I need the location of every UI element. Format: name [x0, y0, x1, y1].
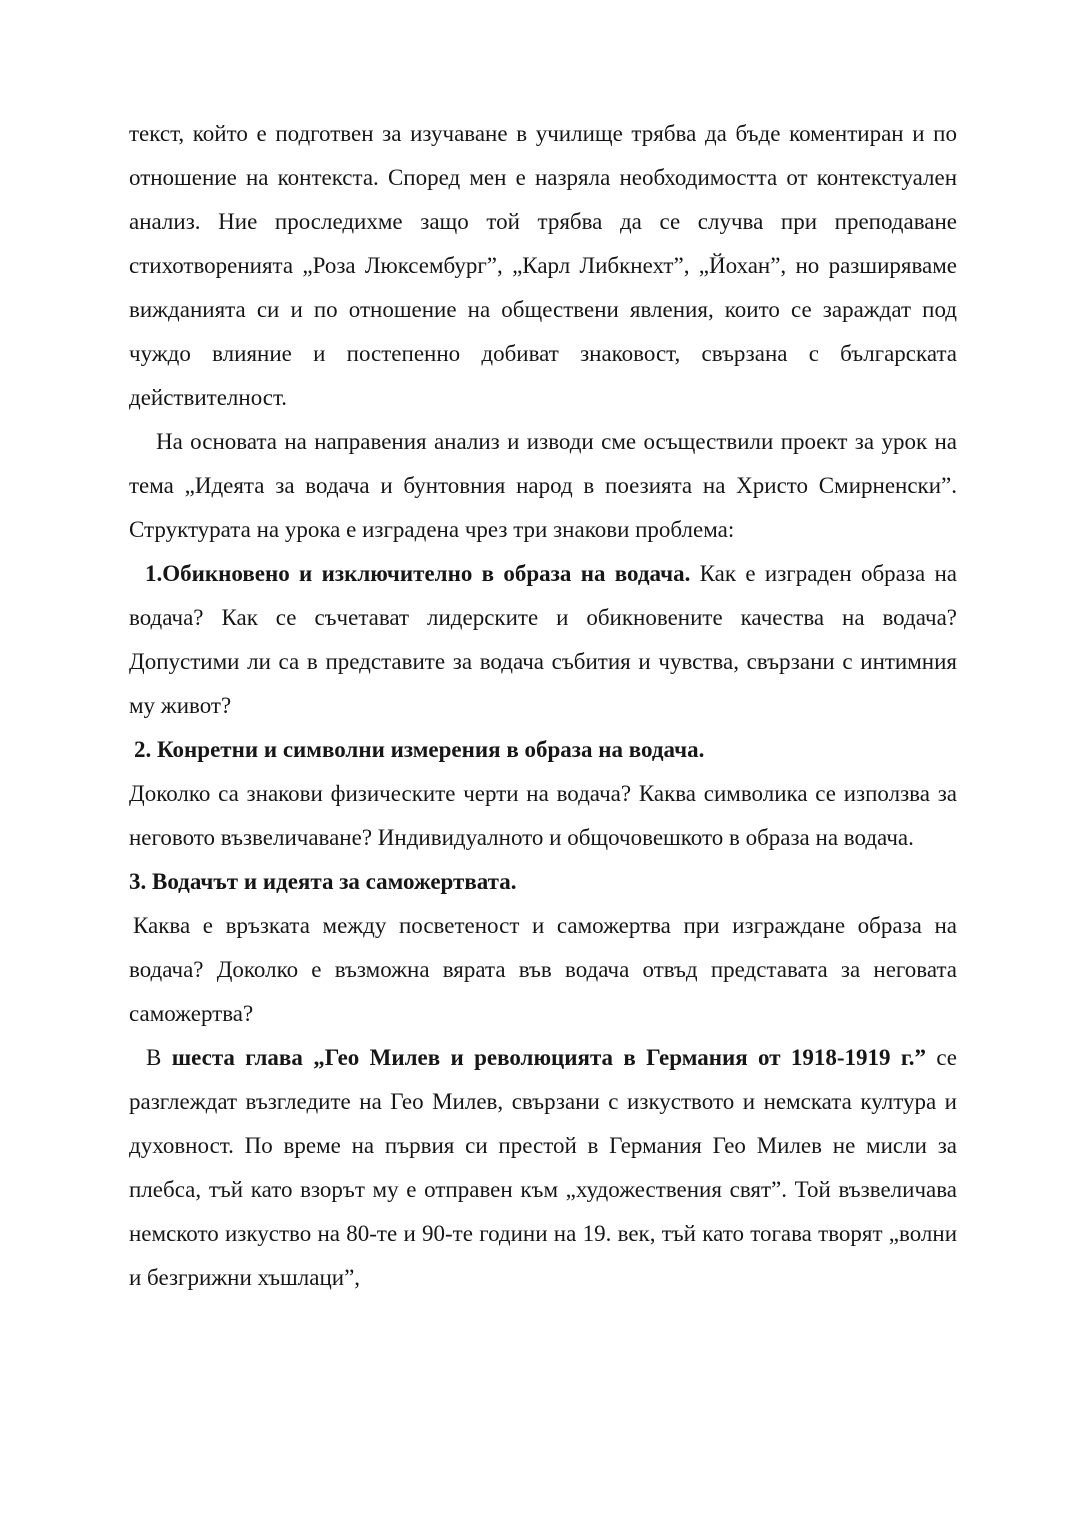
- text-run: Каква е връзката между посветеност и саможертва при изграждане образа на водача? Доколко е възможна вярата във водача отвъд представата за неговата саможертва?: [129, 913, 957, 1026]
- text-run: В: [146, 1045, 172, 1070]
- paragraph-problem-2-heading: [129, 728, 957, 772]
- paragraph-problem-2-body: [129, 772, 957, 860]
- paragraph-continuation: [129, 112, 957, 420]
- paragraph-problem-3-body: [129, 904, 957, 1036]
- text-run: Доколко са знакови физическите черти на водача? Каква символика се използва за неговото възвеличаване? Индивидуалното и общочовешкото в образа на водача.: [129, 781, 957, 850]
- paragraph-chapter-six: [129, 1036, 957, 1300]
- paragraph-project-intro: [129, 420, 957, 552]
- text-run: На основата на направения анализ и изводи сме осъществили проект за урок на тема „Идеята за водача и бунтовния народ в поезията на Христо Смирненски”. Структурата на урока е изградена чрез три знакови проблема:: [129, 429, 957, 542]
- paragraph-problem-1: [129, 552, 957, 728]
- heading-run-problem-3: 3. Водачът и идеята за саможертвата.: [129, 869, 517, 894]
- text-run: текст, който е подготвен за изучаване в училище трябва да бъде коментиран и по отношение на контекста. Според мен е назряла необходимостта от контекстуален анализ. Ние проследихме защо той трябва да се случва при преподаване стихотворенията „Роза Люксембург”, „Карл Либкнехт”, „Йохан”, но разширяваме вижданията си и по отношение на обществени явления, които се зараждат под чуждо влияние и постепенно добиват знаковост, свързана с българската действителност.: [129, 121, 957, 410]
- chapter-title-run: шеста глава „Гео Милев и революцията в Германия от 1918-1919 г.”: [171, 1045, 926, 1070]
- paragraph-problem-3-heading: [129, 860, 957, 904]
- text-run: се разглеждат възгледите на Гео Милев, свързани с изкуството и немската култура и духовност. По време на първия си престой в Германия Гео Милев не мисли за плебса, тъй като взорът му е отправен към „художествения свят”. Той възвеличава немското изкуство на 80-те и 90-те години на 19. век, тъй като тогава творят „волни и безгрижни хъшлаци”,: [129, 1045, 958, 1290]
- heading-run-problem-2: 2. Конретни и символни измерения в образа на водача.: [134, 737, 705, 762]
- heading-run-problem-1: 1.Обикновено и изключително в образа на водача.: [145, 561, 691, 586]
- text-run: Как е изграден образа на водача? Как се съчетават лидерските и обикновените качества на водача? Допустими ли са в представите за водача събития и чувства, свързани с интимния му живот?: [129, 561, 958, 718]
